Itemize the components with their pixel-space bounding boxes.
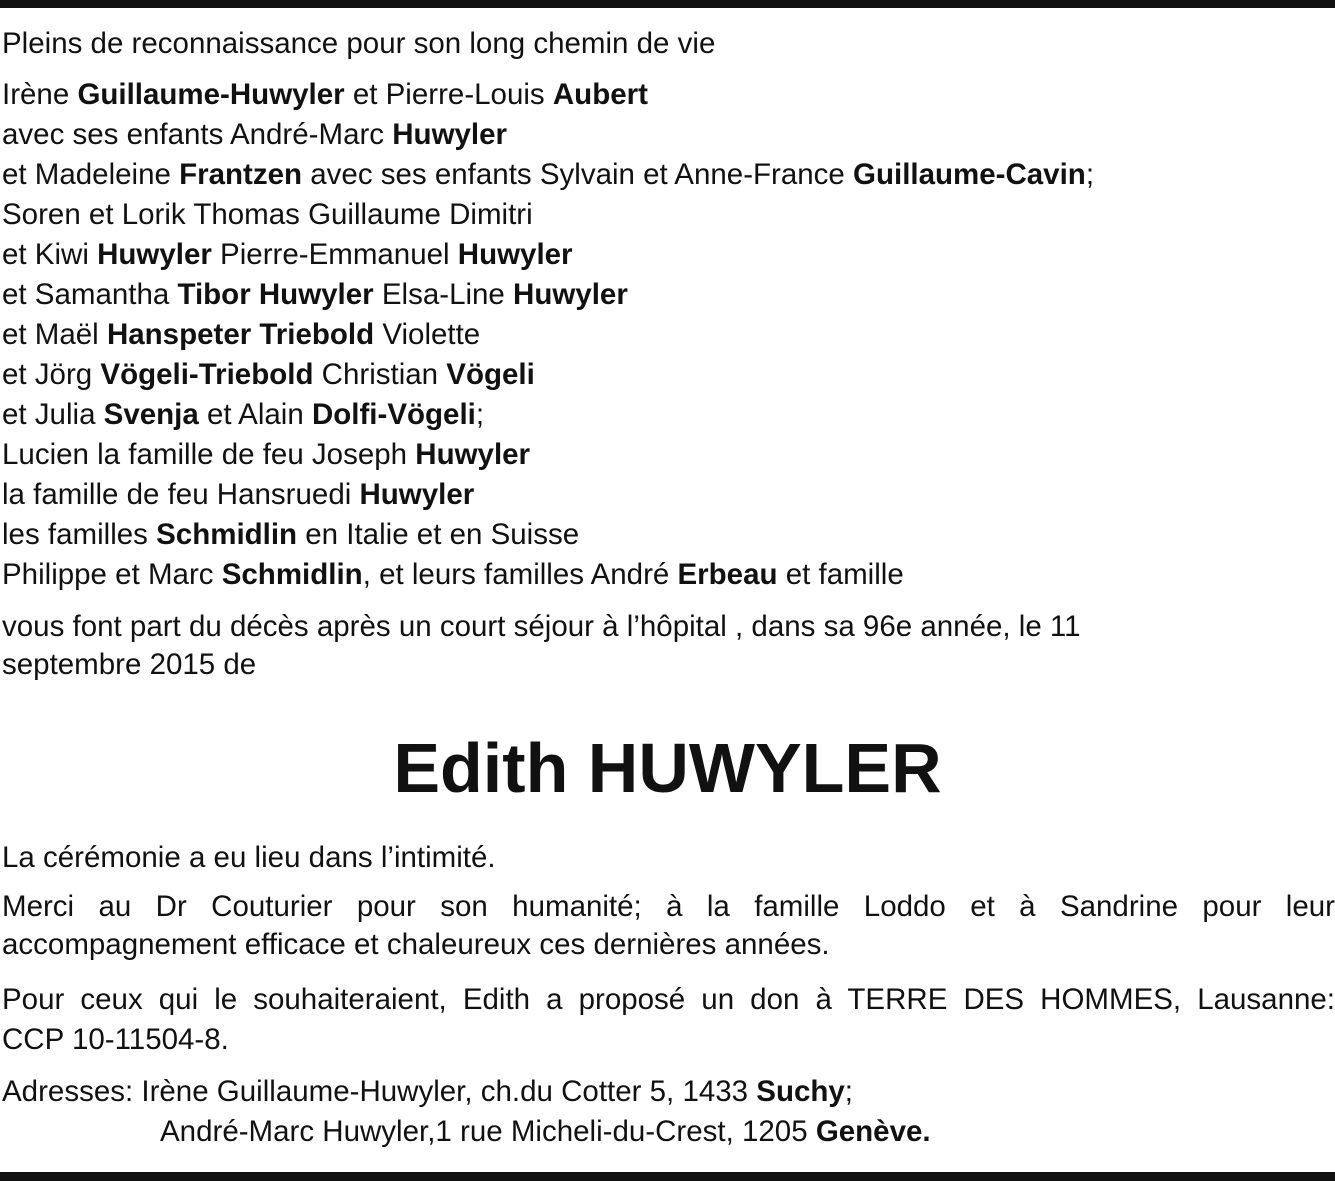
family-surname: Huwyler xyxy=(97,238,212,271)
address-1: Irène Guillaume-Huwyler, ch.du Cotter 5, 1433 xyxy=(141,1075,757,1108)
family-text: et Samantha xyxy=(2,278,178,311)
top-rule xyxy=(0,0,1335,8)
family-line xyxy=(2,275,1335,315)
address-1-punct: ; xyxy=(844,1075,853,1108)
ceremony-text: La cérémonie a eu lieu dans l’intimité. xyxy=(2,841,496,874)
family-text: et Alain xyxy=(198,398,312,431)
donation-line: Pour ceux qui le souhaiteraient, Edith a proposé un don à TERRE DES HOMMES, Lausanne: xyxy=(2,983,1335,1016)
address-2-city: Genève. xyxy=(815,1115,931,1148)
thanks-line: Merci au Dr Couturier pour son humanité; à la famille Loddo et à Sandrine pour leur xyxy=(2,890,1335,923)
family-surname: Schmidlin xyxy=(156,518,298,551)
family-text: ; xyxy=(475,398,485,431)
announcement-line: vous font part du décès après un court séjour à l’hôpital , dans sa 96e année, le 11 xyxy=(2,610,1081,643)
family-text: Soren et Lorik Thomas Guillaume Dimitri xyxy=(2,198,533,231)
family-line xyxy=(2,555,1335,595)
family-surname: Huwyler xyxy=(392,118,508,151)
family-line xyxy=(2,195,1335,235)
family-list xyxy=(2,75,1335,595)
family-surname: Schmidlin xyxy=(221,558,363,591)
address-1-city: Suchy xyxy=(756,1075,845,1108)
family-surname: Frantzen xyxy=(179,158,303,191)
family-surname: Vögeli xyxy=(446,358,535,391)
family-text: , et leurs familles André xyxy=(362,558,678,591)
family-text: en Italie et en Suisse xyxy=(297,518,580,551)
family-surname: Vögeli-Triebold xyxy=(100,358,314,391)
family-surname: Hanspeter Triebold xyxy=(106,318,375,351)
family-text: ; xyxy=(1085,158,1095,191)
thanks-line: accompagnement efficace et chaleureux ces dernières années. xyxy=(2,928,830,961)
family-line xyxy=(2,115,1335,155)
thanks-paragraph xyxy=(2,888,1335,964)
addresses-label: Adresses: xyxy=(2,1075,142,1108)
family-surname: Guillaume-Huwyler xyxy=(77,78,345,111)
family-line xyxy=(2,395,1335,435)
addresses xyxy=(2,1072,1335,1152)
family-text: Irène xyxy=(2,78,78,111)
family-text: et Julia xyxy=(2,398,104,431)
family-text: Philippe et Marc xyxy=(2,558,222,591)
family-line xyxy=(2,355,1335,395)
family-line xyxy=(2,155,1335,195)
family-text: avec ses enfants Sylvain et Anne-France xyxy=(302,158,854,191)
announcement xyxy=(2,608,1335,684)
family-line xyxy=(2,315,1335,355)
family-text: Lucien la famille de feu Joseph xyxy=(2,438,416,471)
family-text: Pierre-Emmanuel xyxy=(211,238,458,271)
family-line xyxy=(2,235,1335,275)
ceremony-paragraph xyxy=(2,838,1335,878)
family-text: la famille de feu Hansruedi xyxy=(2,478,360,511)
family-surname: Tibor Huwyler xyxy=(177,278,374,311)
donation-paragraph xyxy=(2,980,1335,1060)
family-text: Christian xyxy=(313,358,447,391)
intro-text: Pleins de reconnaissance pour son long chemin de vie xyxy=(2,27,716,60)
family-text: et Pierre-Louis xyxy=(344,78,553,111)
donation-line: CCP 10-11504-8. xyxy=(2,1023,229,1056)
family-line xyxy=(2,435,1335,475)
family-surname: Erbeau xyxy=(677,558,778,591)
family-surname: Aubert xyxy=(552,78,648,111)
family-text: et Jörg xyxy=(2,358,101,391)
family-text: Violette xyxy=(374,318,481,351)
family-surname: Dolfi-Vögeli xyxy=(311,398,476,431)
intro xyxy=(2,24,1335,64)
bottom-rule xyxy=(0,1172,1335,1181)
family-line xyxy=(2,515,1335,555)
family-text: et Kiwi xyxy=(2,238,98,271)
family-surname: Huwyler xyxy=(457,238,573,271)
family-text: avec ses enfants André-Marc xyxy=(2,118,393,151)
address-2: André-Marc Huwyler,1 rue Micheli-du-Crest, 1205 xyxy=(160,1115,816,1148)
family-text: les familles xyxy=(2,518,157,551)
family-surname: Svenja xyxy=(103,398,199,431)
family-surname: Guillaume-Cavin xyxy=(853,158,1086,191)
family-text: et Madeleine xyxy=(2,158,180,191)
family-line xyxy=(2,75,1335,115)
announcement-line: septembre 2015 de xyxy=(2,648,257,681)
family-surname: Huwyler xyxy=(415,438,531,471)
family-text: Elsa-Line xyxy=(373,278,514,311)
deceased-name: Edith HUWYLER xyxy=(393,729,942,807)
family-text: et Maël xyxy=(2,318,107,351)
family-line xyxy=(2,475,1335,515)
family-text: et famille xyxy=(777,558,904,591)
family-surname: Huwyler xyxy=(359,478,475,511)
family-surname: Huwyler xyxy=(513,278,628,311)
